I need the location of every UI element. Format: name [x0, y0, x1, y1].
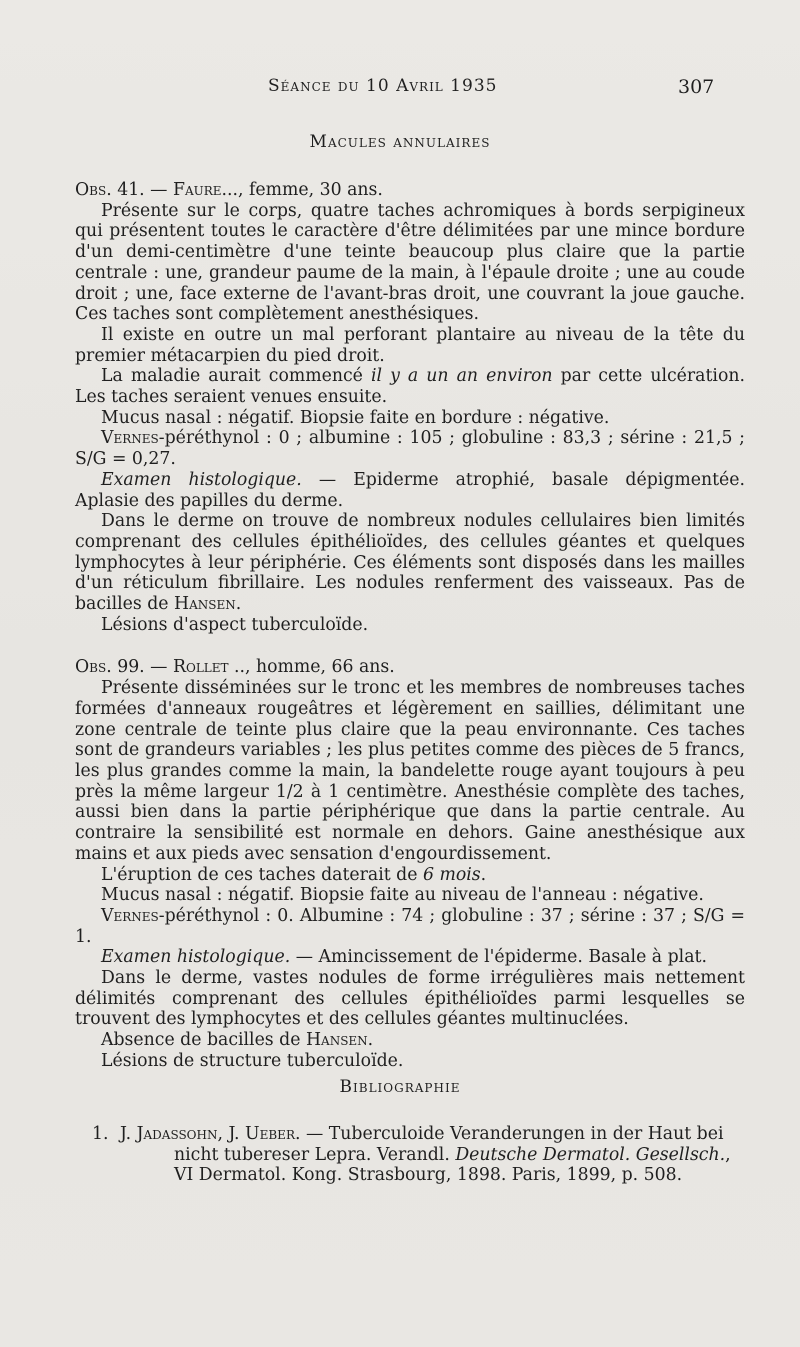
- obs-41-heading: [75, 180, 745, 201]
- obs-41-label: Obs. 41.: [75, 180, 145, 200]
- page-number: 307: [678, 76, 715, 98]
- obs-99-heading: [75, 657, 745, 678]
- obs-41-meta: ..., femme, 30 ans.: [221, 180, 383, 200]
- obs-41-paragraph: [75, 511, 745, 615]
- obs-99-paragraph: [75, 947, 745, 968]
- obs-41-paragraph: Mucus nasal : négatif. Biopsie faite en bordure : négative.: [101, 407, 610, 428]
- obs-99-label: Obs. 99.: [75, 657, 145, 678]
- obs-99-paragraph: [75, 906, 745, 947]
- small-caps-name: Hansen: [305, 1030, 368, 1051]
- obs-99-paragraph: Lésions de structure tuberculoïde.: [101, 1050, 404, 1071]
- obs-41-paragraph: [75, 366, 745, 407]
- obs-99-paragraph: Présente disséminées sur le tronc et les membres de nombreuses taches formées d'anneaux rougeâtres et légèrement en saillies, délimitant une zone centrale de teinte plus claire que la peau environnante. Ces taches sont de grandeurs variables ; les plus petites comme des pièces de 5 francs, les plus grandes comme la main, la bandelette rouge ayant toujours à peu près la même largeur 1/2 à 1 centimètre. Anesthésie complète des taches, aussi bien dans la partie périphérique que dans la partie centrale. Au contraire la sensibilité est normale en dehors. Gaine anesthésique aux mains et aux pieds avec sensation d'engourdissement.: [75, 678, 745, 864]
- obs-41: [75, 180, 745, 1072]
- obs-99-paragraph: [75, 1030, 745, 1051]
- obs-41-paragraph: Il existe en outre un mal perforant plantaire au niveau de la tête du premier métacarpien du pied droit.: [75, 324, 745, 366]
- obs-99-paragraph: [75, 865, 745, 886]
- text-run: L'éruption de ces taches daterait de: [101, 864, 423, 885]
- obs-41-dash: —: [144, 180, 173, 200]
- small-caps-name: Vernes: [101, 428, 159, 449]
- italic-text: il y a un an environ: [370, 366, 553, 387]
- bibliography-entry-text: [120, 1124, 742, 1186]
- text-run: — Tuberculoide Veranderungen in der Haut bei nicht tubereser Lepra. Verandl.: [174, 1124, 724, 1165]
- obs-99-meta: .., homme, 66 ans.: [228, 657, 395, 678]
- text-run: — Amincissement de l'épiderme. Basale à plat.: [290, 947, 707, 968]
- text-run: -péréthynol : 0 ; albumine : 105 ; globuline : 83,3 ; sérine : 21,5 ; S/G = 0,27.: [75, 428, 745, 470]
- spacer: [75, 635, 745, 657]
- obs-99-dash: —: [144, 657, 173, 678]
- obs-99-author: Rollet: [172, 657, 229, 678]
- italic-text: 6 mois: [422, 864, 481, 885]
- bibliography-entry: [92, 1124, 742, 1186]
- bibliography-authors: J. Jadassohn, J. Ueber.: [120, 1124, 301, 1144]
- text-run: .: [235, 594, 242, 615]
- small-caps-name: Hansen: [174, 594, 236, 615]
- text-run: -péréthynol : 0. Albumine : 74 ; globuline : 37 ; sérine : 37 ; S/G = 1.: [75, 905, 745, 947]
- section-title-macules: Macules annulaires: [309, 132, 491, 152]
- text-run: Dans le derme on trouve de nombreux nodules cellulaires bien limités comprenant des cellules épithélioïdes, des cellules géantes et quelques lymphocytes à leur périphérie. Ces éléments sont disposés dans les mailles d'un réticulum fibrillaire. Les nodules renferment des vaisseaux. Pas de bacilles de: [75, 511, 745, 615]
- page-header: [0, 76, 800, 104]
- text-run: par cette ulcération. Les taches seraient venues ensuite.: [75, 366, 745, 408]
- text-run: Absence de bacilles de: [101, 1030, 306, 1051]
- text-run: La maladie aurait commencé: [101, 366, 371, 387]
- text-run: , VI Dermatol. Kong. Strasbourg, 1898. Paris, 1899, p. 508.: [174, 1144, 731, 1186]
- text-run: — Epiderme atrophié, basale dépigmentée. Aplasie des papilles du derme.: [75, 469, 745, 511]
- obs-41-author: Faure: [172, 180, 222, 200]
- italic-text: Deutsche Dermatol. Gesellsch.: [455, 1144, 726, 1165]
- obs-41-paragraph: [75, 470, 745, 511]
- obs-41-paragraph: [75, 428, 745, 469]
- bibliography-entry-number: 1.: [92, 1124, 109, 1144]
- small-caps-name: Vernes: [101, 905, 159, 926]
- obs-41-paragraph: Lésions d'aspect tuberculoïde.: [101, 614, 369, 635]
- text-run: .: [367, 1030, 374, 1051]
- italic-text: Examen histologique.: [101, 947, 291, 968]
- obs-99-paragraph: Dans le derme, vastes nodules de forme irrégulières mais nettement délimités comprenant des cellules épithélioïdes parmi lesquelles se trouvent des lymphocytes et des cellules géantes multinuclées.: [75, 968, 745, 1030]
- section-title-bibliographie: Bibliographie: [339, 1077, 461, 1097]
- text-run: .: [480, 864, 487, 885]
- obs-99-paragraph: Mucus nasal : négatif. Biopsie faite au niveau de l'anneau : négative.: [101, 885, 704, 906]
- obs-41-paragraph: Présente sur le corps, quatre taches achromiques à bords serpigineux qui présentent toutes le caractère d'être délimitées par une mince bordure d'un demi-centimètre d'une teinte beaucoup plus claire que la partie centrale : une, grandeur paume de la main, à l'épaule droite ; une au coude droit ; une, face externe de l'avant-bras droit, une couvrant la joue gauche. Ces taches sont complètement anesthésiques.: [75, 200, 745, 325]
- running-head: Séance du 10 Avril 1935: [268, 76, 498, 96]
- italic-text: Examen histologique.: [101, 469, 302, 490]
